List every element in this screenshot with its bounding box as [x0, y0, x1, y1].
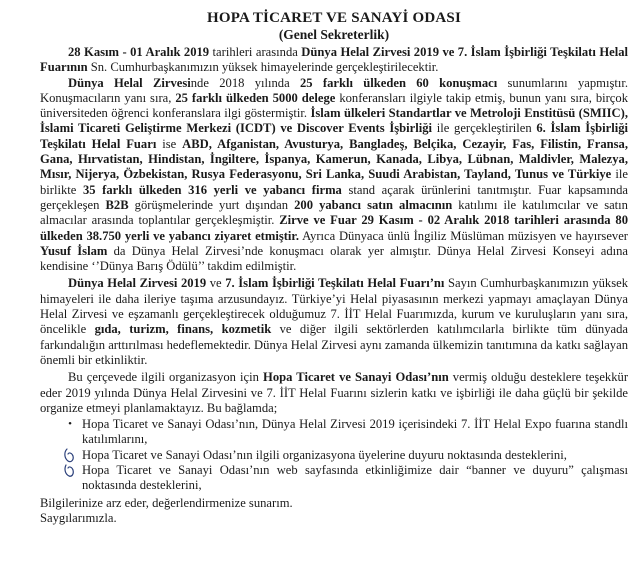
- list-item-text: Hopa Ticaret ve Sanayi Odası’nın, Dünya Helal Zirvesi 2019 içerisindeki 7. İİT Helal Expo fuarına standlı katılımlarını,: [82, 417, 628, 447]
- p2-text-9: katılımı ile katılımcılar ve satın almacılar arasında toplantılar gerçekleşmiştir.: [40, 197, 628, 228]
- list-item-text: Hopa Ticaret ve Sanayi Odası’nın web sayfasında etkinliğimize dair “banner ve duyuru” çalışması noktasında desteklerini,: [82, 463, 628, 493]
- list-item: [66, 448, 628, 463]
- p2-text-3: konferansları ilgiyle takip etmiş, bunun yanı sıra, birçok üniversiteden öğrenci konferanslara ilgi göstermiştir.: [40, 90, 628, 121]
- p1-event: Dünya Helal Zirvesi 2019 ve 7. İslam İşbirliği Teşkilatı Helal Fuarının: [40, 45, 628, 75]
- request-list: [40, 417, 628, 493]
- p1-text-b: Sn. Cumhurbaşkanımızın yüksek himayelerinde gerçekleştirilecektir.: [87, 60, 439, 75]
- p4-bold-1: Hopa Ticaret ve Sanayi Odası’nın: [263, 370, 449, 385]
- p2-text-5: ise: [156, 136, 183, 151]
- p3-bold-1: Dünya Helal Zirvesi 2019: [68, 276, 207, 291]
- document-subtitle: (Genel Sekreterlik): [278, 27, 390, 42]
- country-list: ABD, Afganistan, Avusturya, Bangladeş, Belçika, Cezayir, Fas, Filistin, Fransa, Gana, Hırvatistan, Hindistan, İngiltere, İspanya, Kamerun, Kanada, Libya, Lübnan, Maldivler, Malezya, Mısır, Nijerya, Özbekistan, Rusya Federasyonu, Sri Lanka, Suudi Arabistan, Tayland, Tunus ve Türkiye: [40, 136, 628, 182]
- list-item: [66, 417, 628, 448]
- p2-text-1: nde 2018 yılında: [190, 75, 300, 90]
- p2-text-7: stand açarak ürünlerini tanıtmıştır. Fuar kapsamında gerçekleşen: [40, 182, 629, 212]
- p2-bold-7: B2B: [105, 197, 129, 212]
- p3-text-3: ve diğer ilgili sektörlerden katılımcılarla birlikte tüm dünyada farkındalığın arttırılması hedeflemektedir. Dünya Helal Zirvesi aynı zamanda ülkemizin tanıtımına da katkı sağlayan önemli bir etkinliktir.: [40, 322, 628, 367]
- bullet-icon: •: [68, 417, 72, 430]
- p2-bold-4: İslam ülkeleri Standartlar ve Metroloji Enstitüsü (SMIIC), İslami Ticareti Geliştirme Merkezi (ICDT) ve Discover Events İşbirliği: [40, 106, 628, 136]
- p1-text-a: tarihleri arasında: [209, 45, 302, 59]
- list-item: [66, 463, 628, 494]
- p2-bold-2: 25 farklı ülkeden 60 konuşmacı: [299, 75, 498, 90]
- list-item-text: Hopa Ticaret ve Sanayi Odası’nın ilgili organizasyona üyelerine duyuru noktasında desteklerini,: [82, 447, 567, 462]
- document-title: HOPA TİCARET VE SANAYİ ODASI: [206, 10, 461, 26]
- p3-bold-3: gıda, turizm, finans, kozmetik: [94, 322, 272, 337]
- p4-text-2: vermiş olduğu desteklere teşekkür eder 2019 yılında Dünya Helal Zirvesini ve 7. İİT Helal Fuarını sizlerin katkı ve işbirliği ile daha güçlü bir şekilde organize etmeyi planlamaktayız. Bu bağlamda;: [40, 370, 629, 415]
- p2-text-8: görüşmelerinde yurt dışından: [128, 197, 295, 212]
- paragraph-request: [40, 370, 628, 416]
- p3-text-2: Sayın Cumhurbaşkanımızın yüksek himayeleri ile daha ileriye taşıma arzusundayız. Türkiye’yi Helal piyasasının merkezi yapmayı amaçlayan Dünya Helal Zirvesi ve eşzamanlı gerçekleştirecek olduğumuz 7. İİT Helal Fuarımızda, kurum ve kuruluşların yanı sıra, öncelikle: [40, 276, 628, 337]
- paragraph-intro: [40, 45, 628, 76]
- p4-text-1: Bu çerçevede ilgili organizasyon için: [68, 370, 264, 385]
- p2-bold-9: Zirve ve Fuar 29 Kasım - 02 Aralık 2018 tarihleri arasında 80 ülkeden 38.750 yerli ve yabancı ziyaret etmiştir.: [40, 213, 628, 243]
- p2-bold-8: 200 yabancı satın almacının: [294, 197, 453, 212]
- p2-bold-3: 25 farklı ülkeden 5000 delege: [175, 90, 336, 105]
- paragraph-2018-summary: [40, 76, 628, 275]
- p2-text-10: Ayrıca Dünyaca ünlü İngiliz Müslüman müzisyen ve hayırsever: [299, 228, 628, 243]
- date-range: 28 Kasım - 01 Aralık 2019: [68, 45, 210, 59]
- p2-text-4: ile gerçekleştirilen: [432, 121, 537, 136]
- p3-text-1: ve: [206, 276, 226, 291]
- paragraph-2019-goals: [40, 276, 628, 368]
- p2-text-11: da Dünya Helal Zirvesi’nde konuşmacı olarak yer almıştır. Dünya Helal Zirvesi Konseyi adına kendisine ‘’Dünya Barış Ödülü’’ takdim edilmiştir.: [40, 243, 628, 274]
- closing-line: Bilgilerinize arz eder, değerlendirmenize sunarım.: [40, 495, 293, 510]
- p2-bold-6: 35 farklı ülkeden 316 yerli ve yabancı firma: [82, 182, 342, 197]
- p2-text-6: ile birlikte: [40, 167, 628, 197]
- p3-bold-2: 7. İslam İşbirliği Teşkilatı Helal Fuarı’nı: [225, 276, 445, 291]
- p2-bold-10: Yusuf İslam: [40, 243, 108, 258]
- handwritten-mark-icon: [62, 462, 78, 479]
- p2-text-2: sunumlarını yapmıştır. Konuşmacıların yanı sıra,: [40, 75, 628, 105]
- p2-bold-5: 6. İslam İşbirliği Teşkilatı Helal Fuarı: [40, 121, 628, 151]
- p2-bold-1: Dünya Helal Zirvesi: [68, 75, 191, 90]
- salutation: Saygılarımızla.: [40, 510, 117, 525]
